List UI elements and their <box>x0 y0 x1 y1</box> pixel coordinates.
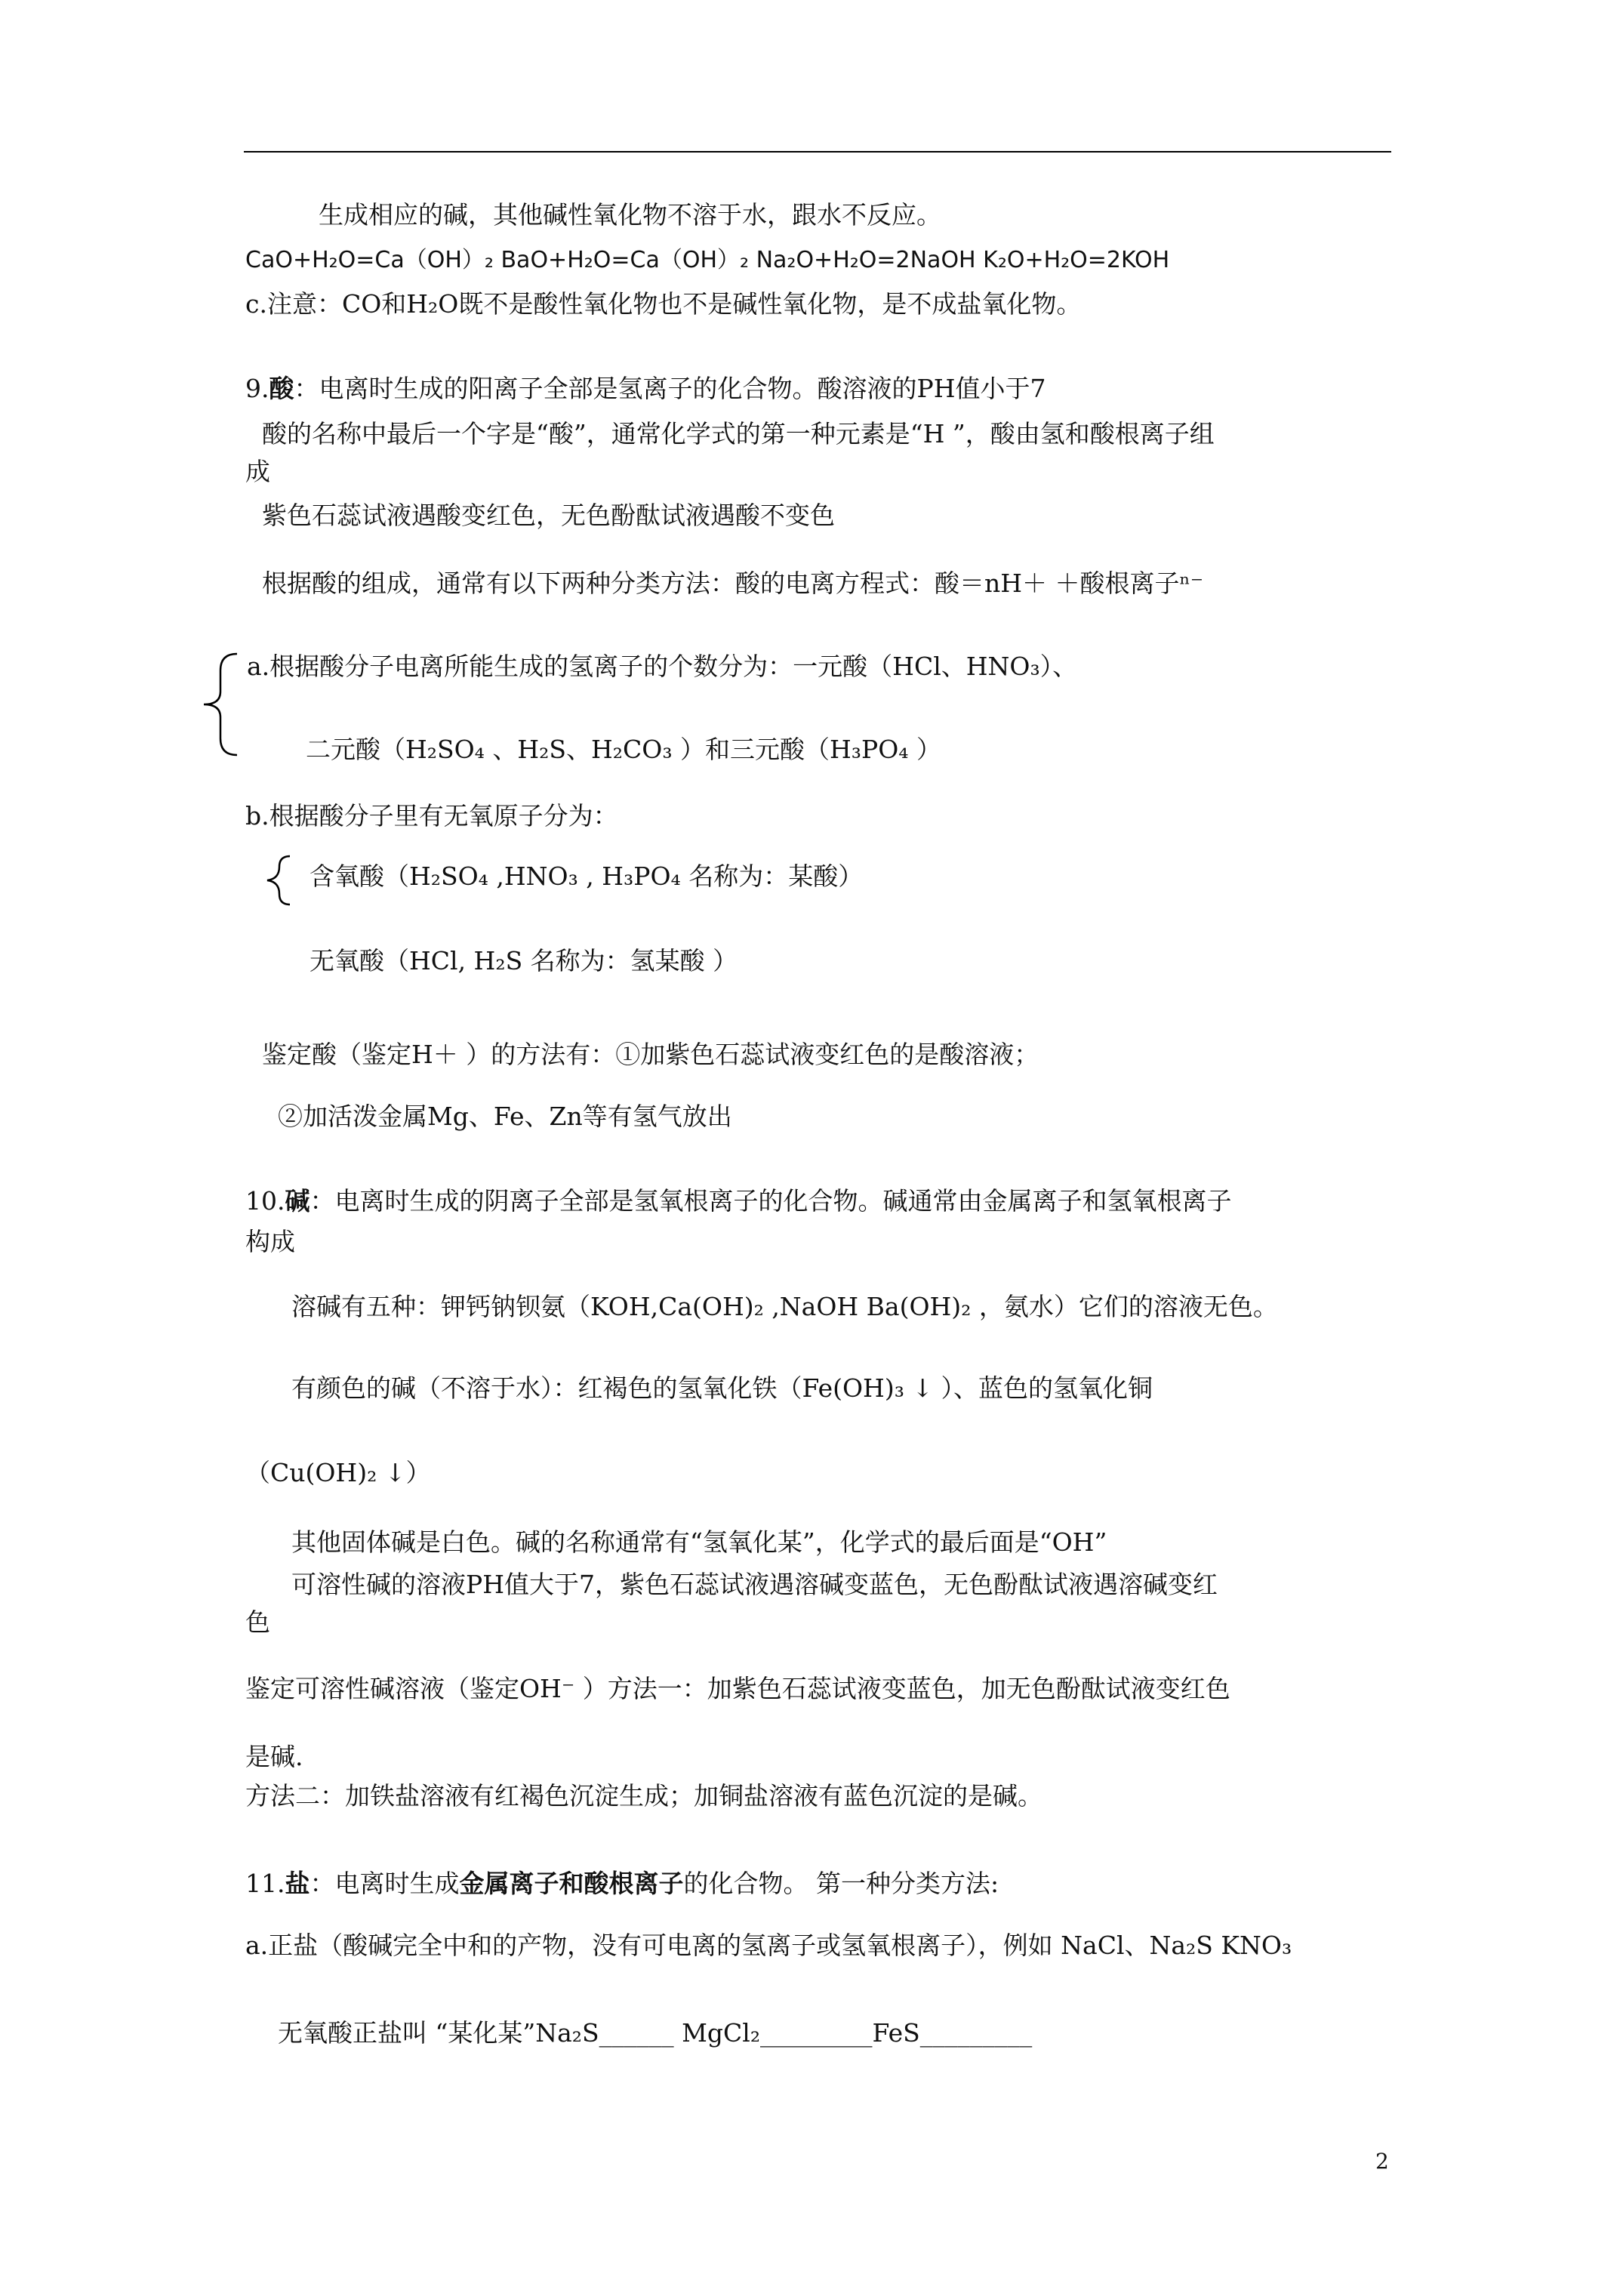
text-line: 成 <box>245 457 270 486</box>
text-line: ②加活泼金属Mg、Fe、Zn等有氢气放出 <box>278 1102 732 1131</box>
text-line: 紫色石蕊试液遇酸变红色，无色酚酞试液遇酸不变色 <box>262 501 835 530</box>
left-brace-small <box>261 852 294 909</box>
text-line: 酸的名称中最后一个字是“酸”，通常化学式的第一种元素是“H ”，酸由氢和酸根离子组 <box>262 419 1215 448</box>
text-line: 鉴定可溶性碱溶液（鉴定OH⁻ ）方法一：加紫色石蕊试液变蓝色，加无色酚酞试液变红色 <box>245 1674 1230 1703</box>
emphasis-text: 金属离子和酸根离子 <box>459 1869 684 1898</box>
note-line: c.注意：CO和H₂O既不是酸性氧化物也不是碱性氧化物，是不成盐氧化物。 <box>245 289 1082 319</box>
header-rule <box>244 151 1391 153</box>
text-line: 色 <box>245 1607 270 1637</box>
text-line: 二元酸（H₂SO₄ 、H₂S、H₂CO₃ ）和三元酸（H₃PO₄ ） <box>306 735 942 764</box>
section-definition-tail: 的化合物。 第一种分类方法: <box>683 1869 999 1898</box>
section-10-heading <box>245 1186 1232 1216</box>
text-line: 其他固体碱是白色。碱的名称通常有“氢氧化某”，化学式的最后面是“OH” <box>291 1527 1107 1557</box>
section-number: 11. <box>245 1869 285 1898</box>
text-line: 方法二：加铁盐溶液有红褐色沉淀生成；加铜盐溶液有蓝色沉淀的是碱。 <box>245 1781 1042 1811</box>
left-brace-large <box>198 648 240 761</box>
text-line: 溶碱有五种：钾钙钠钡氨（KOH,Ca(OH)₂ ,NaOH Ba(OH)₂ ，氨水）它们的溶液无色。 <box>291 1292 1278 1321</box>
text-line: 有颜色的碱（不溶于水）：红褐色的氢氧化铁（Fe(OH)₃ ↓ ）、蓝色的氢氧化铜 <box>291 1373 1153 1403</box>
text-line: （Cu(OH)₂ ↓） <box>245 1458 431 1487</box>
text-line: 无氧酸正盐叫 “某化某”Na₂S______ MgCl₂_________FeS_________ <box>278 2018 1033 2048</box>
section-11-heading <box>245 1871 999 1896</box>
text-line: 可溶性碱的溶液PH值大于7，紫色石蕊试液遇溶碱变蓝色，无色酚酞试液遇溶碱变红 <box>291 1570 1218 1599</box>
text-line: 根据酸的组成，通常有以下两种分类方法：酸的电离方程式：酸＝nH＋ ＋酸根离子ⁿ⁻ <box>262 569 1204 598</box>
text-line: 构成 <box>245 1227 295 1256</box>
section-number: 10. <box>245 1186 285 1216</box>
text-line: 生成相应的碱，其他碱性氧化物不溶于水，跟水不反应。 <box>319 200 941 230</box>
section-9-heading <box>245 376 1046 401</box>
section-term: 碱 <box>285 1186 310 1216</box>
text-line: 无氧酸（HCl, H₂S 名称为：氢某酸 ） <box>310 946 738 975</box>
section-number: 9. <box>245 374 269 403</box>
section-definition: ：电离时生成的阴离子全部是氢氧根离子的化合物。碱通常由金属离子和氢氧根离子 <box>310 1186 1232 1216</box>
text-line: 含氧酸（H₂SO₄ ,HNO₃ , H₃PO₄ 名称为：某酸） <box>310 861 864 891</box>
section-term: 酸 <box>269 374 294 403</box>
text-line: 鉴定酸（鉴定H＋ ）的方法有：①加紫色石蕊试液变红色的是酸溶液； <box>262 1040 1039 1069</box>
text-line: b.根据酸分子里有无氧原子分为： <box>245 801 618 831</box>
text-line: 是碱. <box>245 1742 303 1771</box>
equation-line: CaO+H₂O=Ca（OH）₂ BaO+H₂O=Ca（OH）₂ Na₂O+H₂O=2NaOH K₂O+H₂O=2KOH <box>245 247 1170 273</box>
page-number: 2 <box>1375 2149 1389 2174</box>
section-definition: ：电离时生成的阳离子全部是氢离子的化合物。酸溶液的PH值小于7 <box>294 374 1046 403</box>
text-line: a.根据酸分子电离所能生成的氢离子的个数分为：一元酸（HCl、HNO₃）、 <box>247 652 1078 681</box>
text-line: a.正盐（酸碱完全中和的产物，没有可电离的氢离子或氢氧根离子），例如 NaCl、Na₂S KNO₃ <box>245 1931 1292 1960</box>
section-definition: ：电离时生成 <box>310 1869 460 1898</box>
section-term: 盐 <box>285 1869 310 1898</box>
